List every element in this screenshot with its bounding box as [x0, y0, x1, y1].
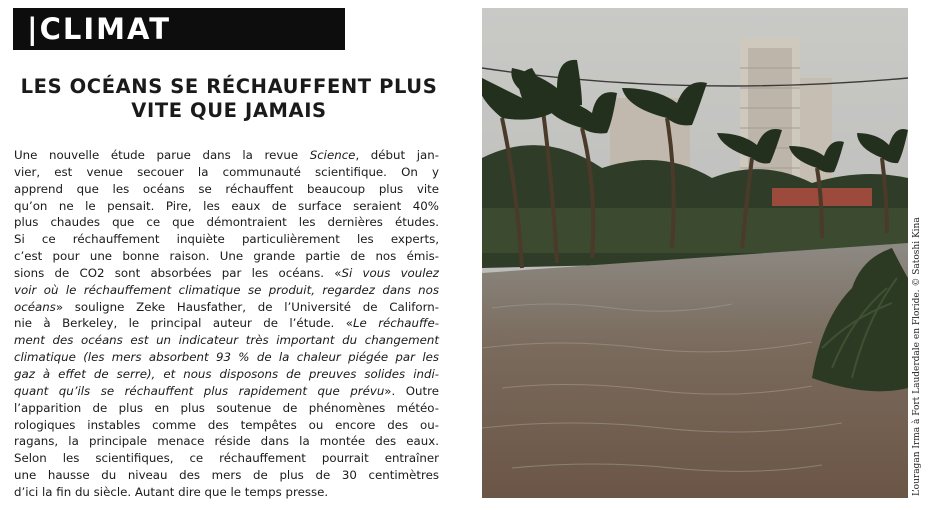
article-line — [14, 417, 439, 434]
section-label: |CLIMAT — [27, 12, 171, 46]
article-line — [14, 366, 439, 383]
text-run: l’apparition de plus en plus soutenue de phénomènes météo- — [14, 400, 439, 415]
headline-line-1: LES OCÉANS SE RÉCHAUFFENT PLUS — [20, 75, 438, 98]
article-line — [14, 332, 439, 349]
article-line — [14, 400, 439, 417]
photo-credit: L’ouragan Irma à Fort Lauderdale en Floride. © Satoshi Kina — [912, 217, 922, 496]
italic-text: Science — [309, 148, 356, 162]
article-line — [14, 450, 439, 467]
italic-text: océans — [14, 299, 56, 314]
article-line — [14, 147, 439, 164]
article-line — [14, 349, 439, 366]
hurricane-photo — [482, 8, 908, 498]
text-run: ». Outre — [384, 383, 439, 398]
headline-line-2: VITE QUE JAMAIS — [131, 99, 327, 122]
article-line — [14, 265, 439, 282]
text-run: sions de CO2 sont absorbées par les océans. « — [14, 265, 342, 280]
italic-text: Le réchauffe- — [352, 316, 439, 331]
italic-text: gaz à effet de serre), et nous disposons de preuves solides indi- — [14, 366, 439, 381]
section-banner — [13, 8, 345, 50]
article-line — [14, 248, 439, 265]
article-line — [14, 231, 439, 248]
article-line — [14, 164, 439, 181]
headline — [13, 75, 445, 123]
text-run: qu’on ne le pensait. Pire, les eaux de surface seraient 40% — [14, 198, 439, 213]
text-run: c’est pour une bonne raison. Une grande partie de nos émis- — [14, 249, 439, 264]
article-body — [14, 147, 439, 501]
article-line — [14, 214, 439, 231]
italic-text: Si vous voulez — [341, 265, 439, 280]
text-run: » souligne Zeke Hausfather, de l’Université de Californ- — [55, 299, 439, 314]
text-run: Selon les scientifiques, ce réchauffement pourrait entraîner — [14, 451, 439, 466]
article-line — [14, 467, 439, 484]
article-line — [14, 433, 439, 450]
text-run: apprend que les océans se réchauffent beaucoup plus vite — [14, 181, 439, 196]
text-run: ragans, la principale menace réside dans la montée des eaux. — [14, 434, 439, 449]
text-run: d’ici la fin du siècle. Autant dire que le temps presse. — [14, 484, 329, 499]
italic-text: climatique (les mers absorbent 93 % de la chaleur piégée par les — [14, 350, 439, 365]
article-line — [14, 198, 439, 215]
article-line — [14, 299, 439, 316]
article-line — [14, 282, 439, 299]
italic-text: voir où le réchauffement climatique se produit, regardez dans nos — [14, 282, 439, 297]
text-run: Si ce réchauffement inquiète particulièrement les experts, — [14, 232, 439, 247]
article-line — [14, 484, 439, 501]
article-line — [14, 383, 439, 400]
text-run: plus chaudes que ce que démontraient les dernières études. — [14, 215, 439, 230]
italic-text: ment des océans est un indicateur très important du changement — [14, 333, 439, 348]
article-line — [14, 181, 439, 198]
text-run: rologiques instables comme des tempêtes ou encore des ou- — [14, 417, 439, 432]
italic-text: quant qu’ils se réchauffent plus rapidement que prévu — [14, 383, 385, 398]
article-line — [14, 315, 439, 332]
text-run: Une nouvelle étude parue dans la revue — [14, 148, 310, 162]
text-run: une hausse du niveau des mers de plus de 30 centimètres — [14, 468, 439, 483]
text-run: , début jan- — [355, 148, 439, 162]
text-run: nie à Berkeley, le principal auteur de l’étude. « — [14, 316, 353, 331]
text-run: vier, est venue secouer la communauté scientifique. On y — [14, 164, 439, 179]
